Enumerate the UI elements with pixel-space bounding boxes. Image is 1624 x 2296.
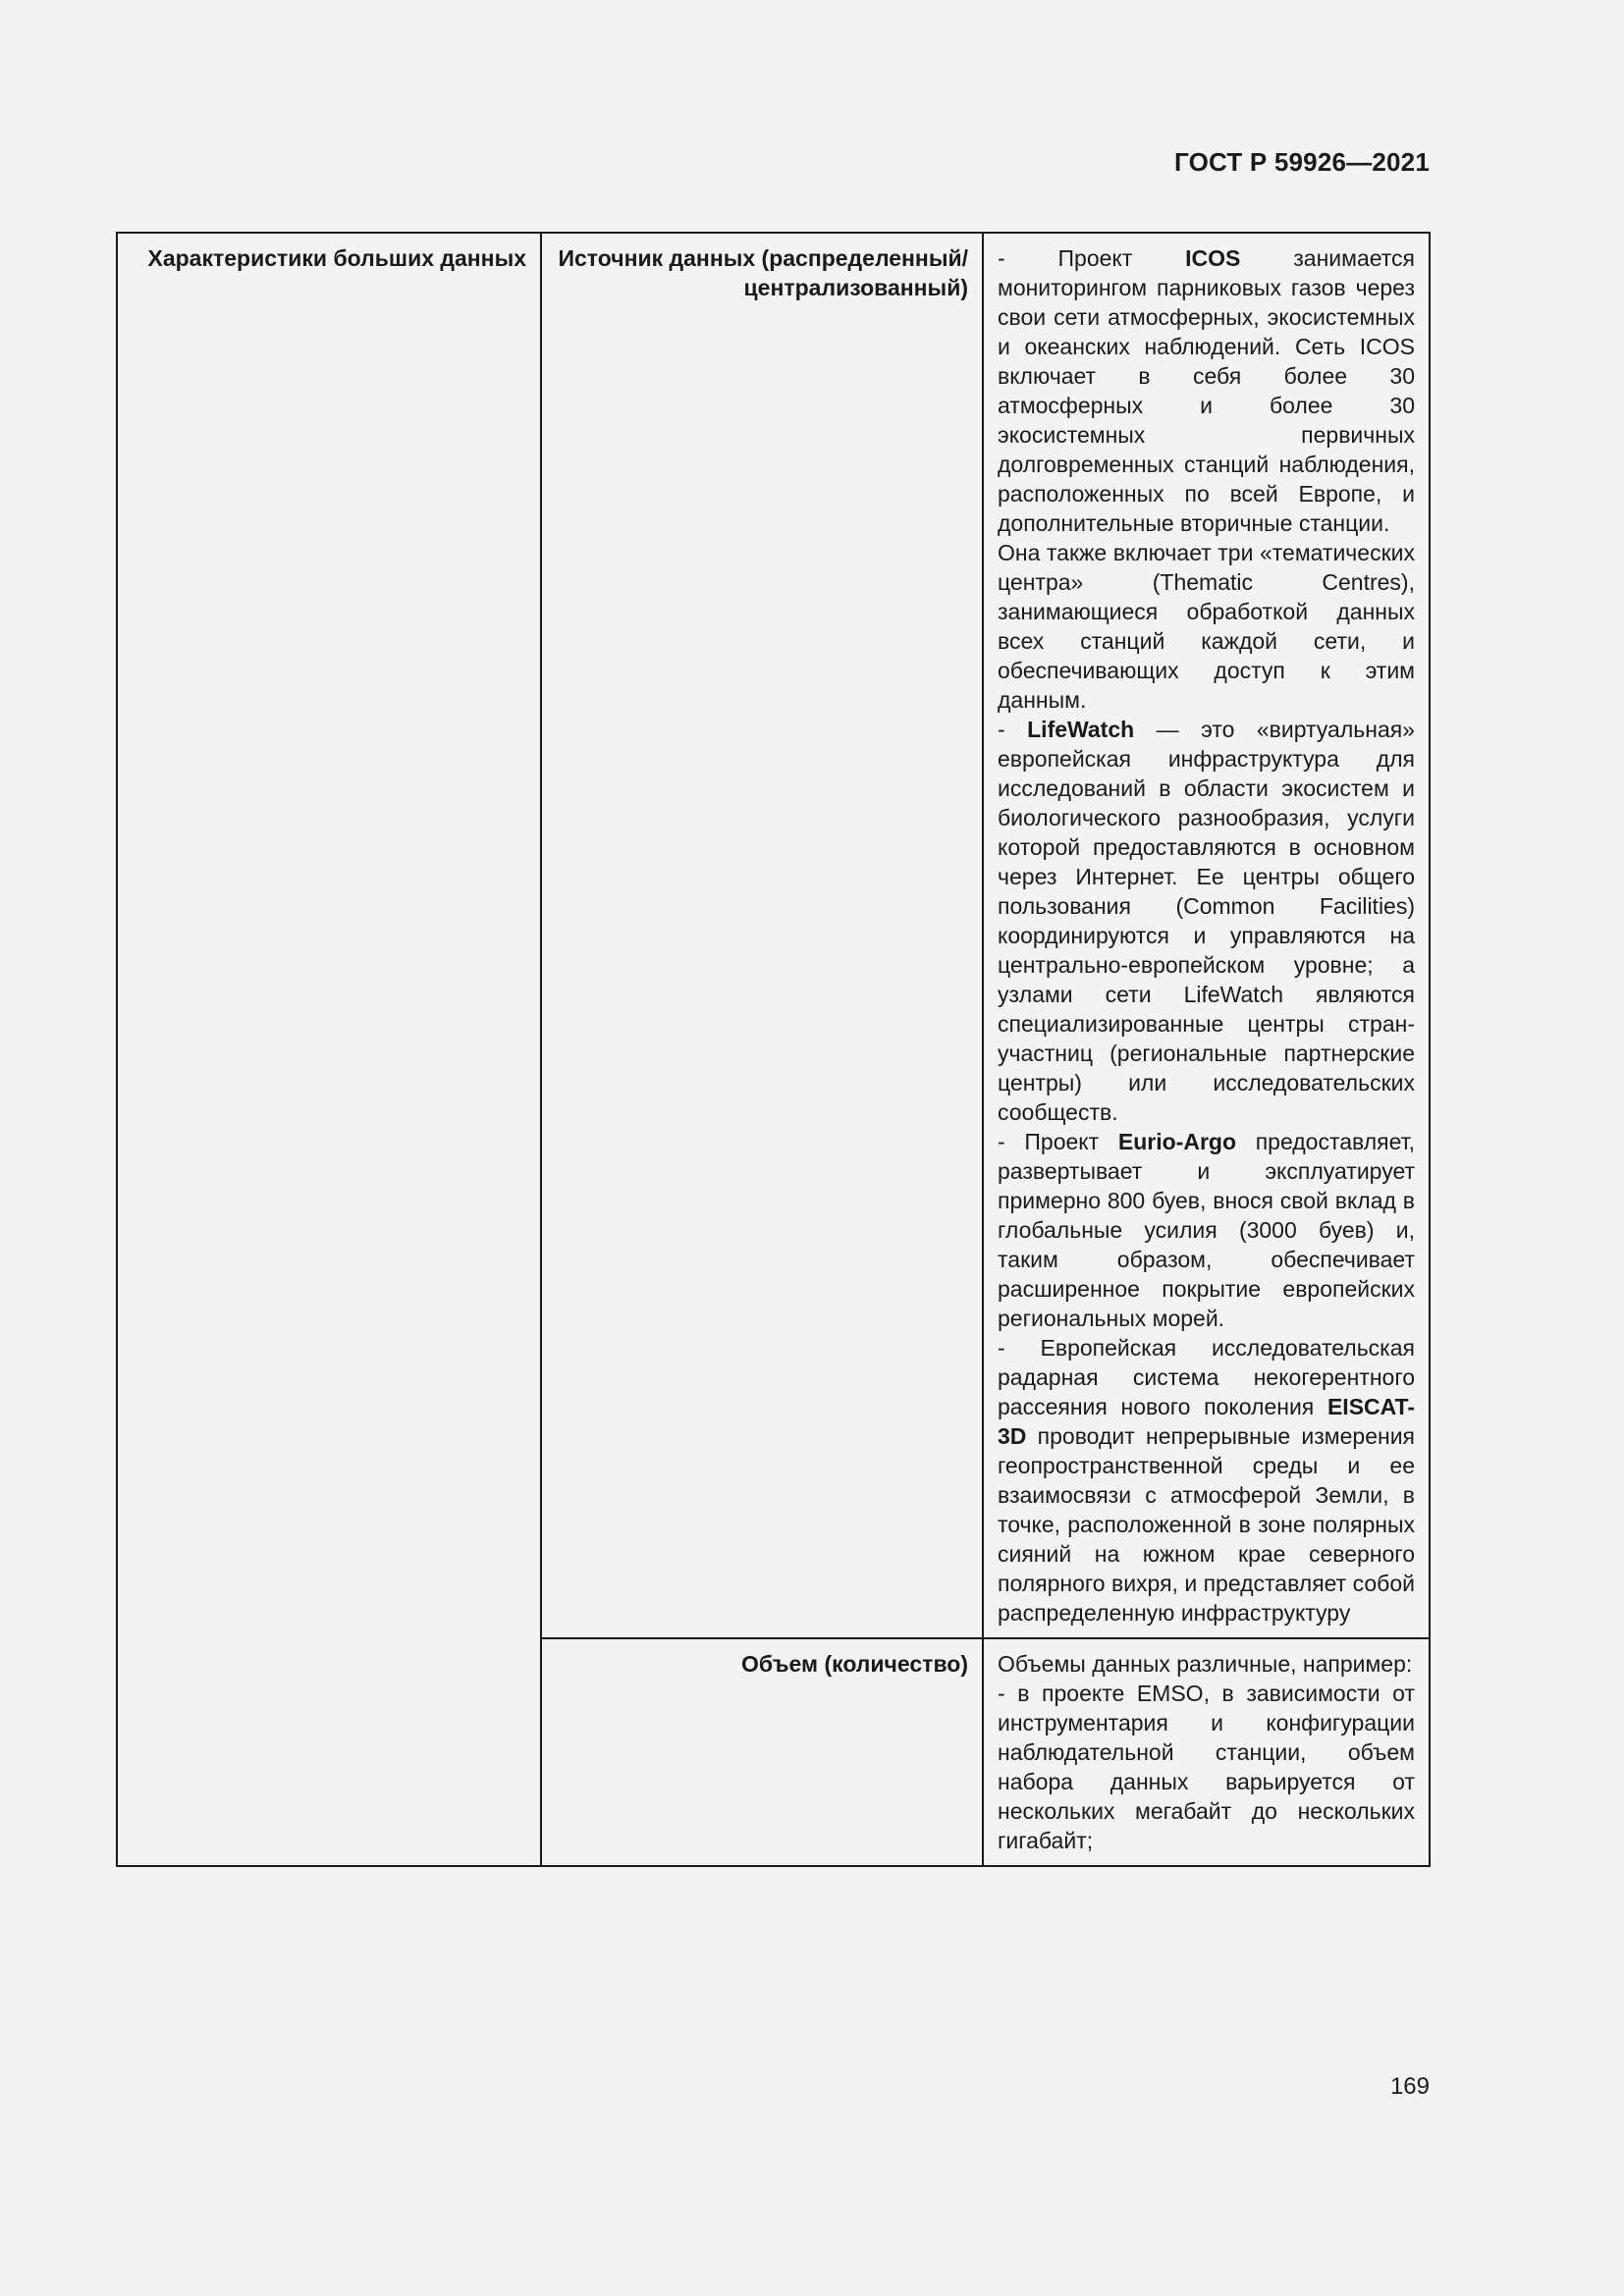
- row-label-cell: [541, 1638, 983, 1866]
- paragraph: - в проекте EMSO, в зависимости от инструментария и конфигурации наблюдательной станции, объем набора данных варьируется от нескольких мегабайт до нескольких гигабайт;: [998, 1681, 1415, 1853]
- table-row: [117, 233, 1430, 1638]
- characteristics-table: [116, 232, 1431, 1867]
- row-description-cell: [983, 233, 1430, 1638]
- row-label-data-source: Источник данных (распределенный/ централизованный): [558, 245, 968, 300]
- page-number: 169: [1389, 2073, 1430, 2100]
- row-description-cell: [983, 1638, 1430, 1866]
- group-label: Характеристики больших данных: [147, 245, 526, 271]
- document-standard-code: ГОСТ Р 59926—2021: [1174, 147, 1430, 177]
- paragraph: - Европейская исследовательская радарная система некогерентного рассеяния нового поколения EISCAT-3D проводит непрерывные измерения геопространственной среды и ее взаимосвязи с атмосферой Земли, в точке, расположенной в зоне полярных сияний на южном крае северного полярного вихря, и представляет собой распределенную инфраструктуру: [998, 1335, 1415, 1626]
- paragraph: - LifeWatch — это «виртуальная» европейская инфраструктура для исследований в области экосистем и биологического разнообразия, услуги которой предоставляются в основном через Интернет. Ее центры общего пользования (Common Facilities) координируются и управляются на центрально-европейском уровне; а узлами сети LifeWatch являются специализированные центры стран-участниц (региональные партнерские центры) или исследовательских сообществ.: [998, 717, 1415, 1125]
- paragraph: Она также включает три «тематических центра» (Thematic Centres), занимающиеся обработкой данных всех станций каждой сети, и обеспечивающих доступ к этим данным.: [998, 540, 1415, 713]
- row-label-cell: [541, 233, 983, 1638]
- paragraph: - Проект Eurio-Argo предоставляет, развертывает и эксплуатирует примерно 800 буев, внося свой вклад в глобальные усилия (3000 буев) и, таким образом, обеспечивает расширенное покрытие европейских региональных морей.: [998, 1129, 1416, 1331]
- paragraph: Объемы данных различные, например:: [998, 1651, 1413, 1677]
- row-label-volume: Объем (количество): [741, 1651, 968, 1677]
- paragraph: - Проект ICOS занимается мониторингом парниковых газов через свои сети атмосферных, экосистемных и океанских наблюдений. Сеть ICOS включает в себя более 30 атмосферных и более 30 экосистемных первичных долговременных станций наблюдения, расположенных по всей Европе, и дополнительные вторичные станции.: [998, 245, 1416, 536]
- group-label-cell: [117, 233, 541, 1866]
